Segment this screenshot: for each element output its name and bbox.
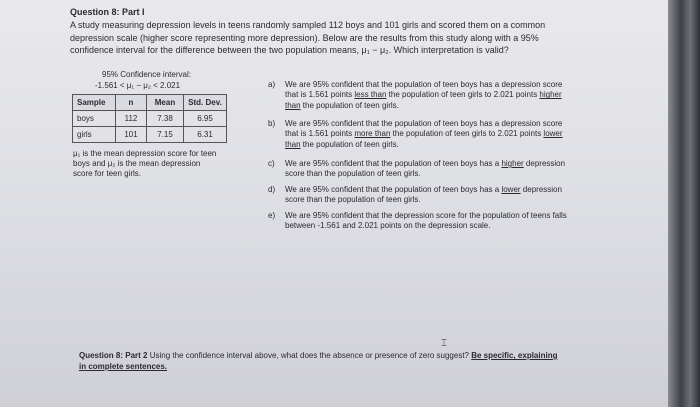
- monitor-edge: [668, 0, 700, 407]
- option-text: than the population of teen girls.: [285, 139, 399, 149]
- option-text: that is 1.561 points less than the population of teen girls to 2.021 points higher: [285, 90, 562, 100]
- question-title: Question 8: Part I: [70, 7, 145, 17]
- option-text: We are 95% confident that the population of teen boys has a depression score: [285, 119, 563, 128]
- option-letter: d): [268, 185, 276, 194]
- option-text: that is 1.561 points more than the population of teen girls to 2.021 points lower: [285, 129, 563, 139]
- table-row: [73, 127, 227, 143]
- option-letter: b): [268, 119, 276, 128]
- table-row: [73, 111, 227, 127]
- table-header-row: [73, 95, 227, 111]
- question-line: depression scale (higher score representing more depression). Below are the results from this study along with a 95%: [70, 32, 539, 43]
- mu-legend: [73, 149, 243, 179]
- table-cell: 6.31: [184, 127, 227, 143]
- option-text: score than the population of teen girls.: [285, 169, 421, 179]
- option-letter: c): [268, 159, 275, 168]
- part2-lead: Question 8: Part 2: [79, 351, 148, 360]
- option-text: We are 95% confident that the population of teen boys has a lower depression: [285, 185, 562, 194]
- table-cell: boys: [73, 111, 116, 127]
- table-header: n: [116, 95, 147, 111]
- question-text: [70, 19, 590, 57]
- part2-emphasis: Be specific, explaining: [471, 351, 558, 360]
- table-cell: 6.95: [184, 111, 227, 127]
- stats-table: [72, 94, 227, 143]
- table-header: Sample: [73, 95, 116, 111]
- option-text: We are 95% confident that the depression score for the population of teens falls: [285, 211, 567, 220]
- legend-line: score for teen girls.: [73, 169, 142, 178]
- legend-line: μ₁ is the mean depression score for teen: [73, 149, 217, 158]
- option-text: between -1.561 and 2.021 points on the depression scale.: [285, 221, 491, 231]
- table-cell: 101: [116, 127, 147, 143]
- option-letter: e): [268, 211, 276, 220]
- question-part2: [79, 350, 619, 372]
- part2-line2: in complete sentences.: [79, 362, 168, 371]
- table-header: Std. Dev.: [184, 95, 227, 111]
- question-line: A study measuring depression levels in teens randomly sampled 112 boys and 101 girls and scored them on a common: [70, 20, 546, 30]
- legend-line: boys and μ₂ is the mean depression: [73, 159, 201, 168]
- table-cell: 7.38: [147, 111, 184, 127]
- option-text: We are 95% confident that the population of teen boys has a higher depression: [285, 159, 566, 168]
- table-cell: 7.15: [147, 127, 184, 143]
- option-text: We are 95% confident that the population of teen boys has a depression score: [285, 80, 563, 89]
- option-text: than the population of teen girls.: [285, 100, 399, 110]
- option-letter: a): [268, 80, 276, 89]
- table-cell: girls: [73, 127, 116, 143]
- part2-text: Using the confidence interval above, what does the absence or presence of zero suggest?: [147, 351, 472, 360]
- ci-label: 95% Confidence interval:: [102, 70, 191, 79]
- option-text: score than the population of teen girls.: [285, 195, 421, 205]
- ci-formula: -1.561 < μ₁ − μ₂ < 2.021: [95, 81, 181, 90]
- table-header: Mean: [147, 95, 184, 111]
- table-cell: 112: [116, 111, 147, 127]
- text-cursor-icon: ⌶: [441, 338, 447, 349]
- question-line: confidence interval for the difference between the two population means, μ₁ − μ₂. Which interpretation is valid?: [70, 45, 509, 55]
